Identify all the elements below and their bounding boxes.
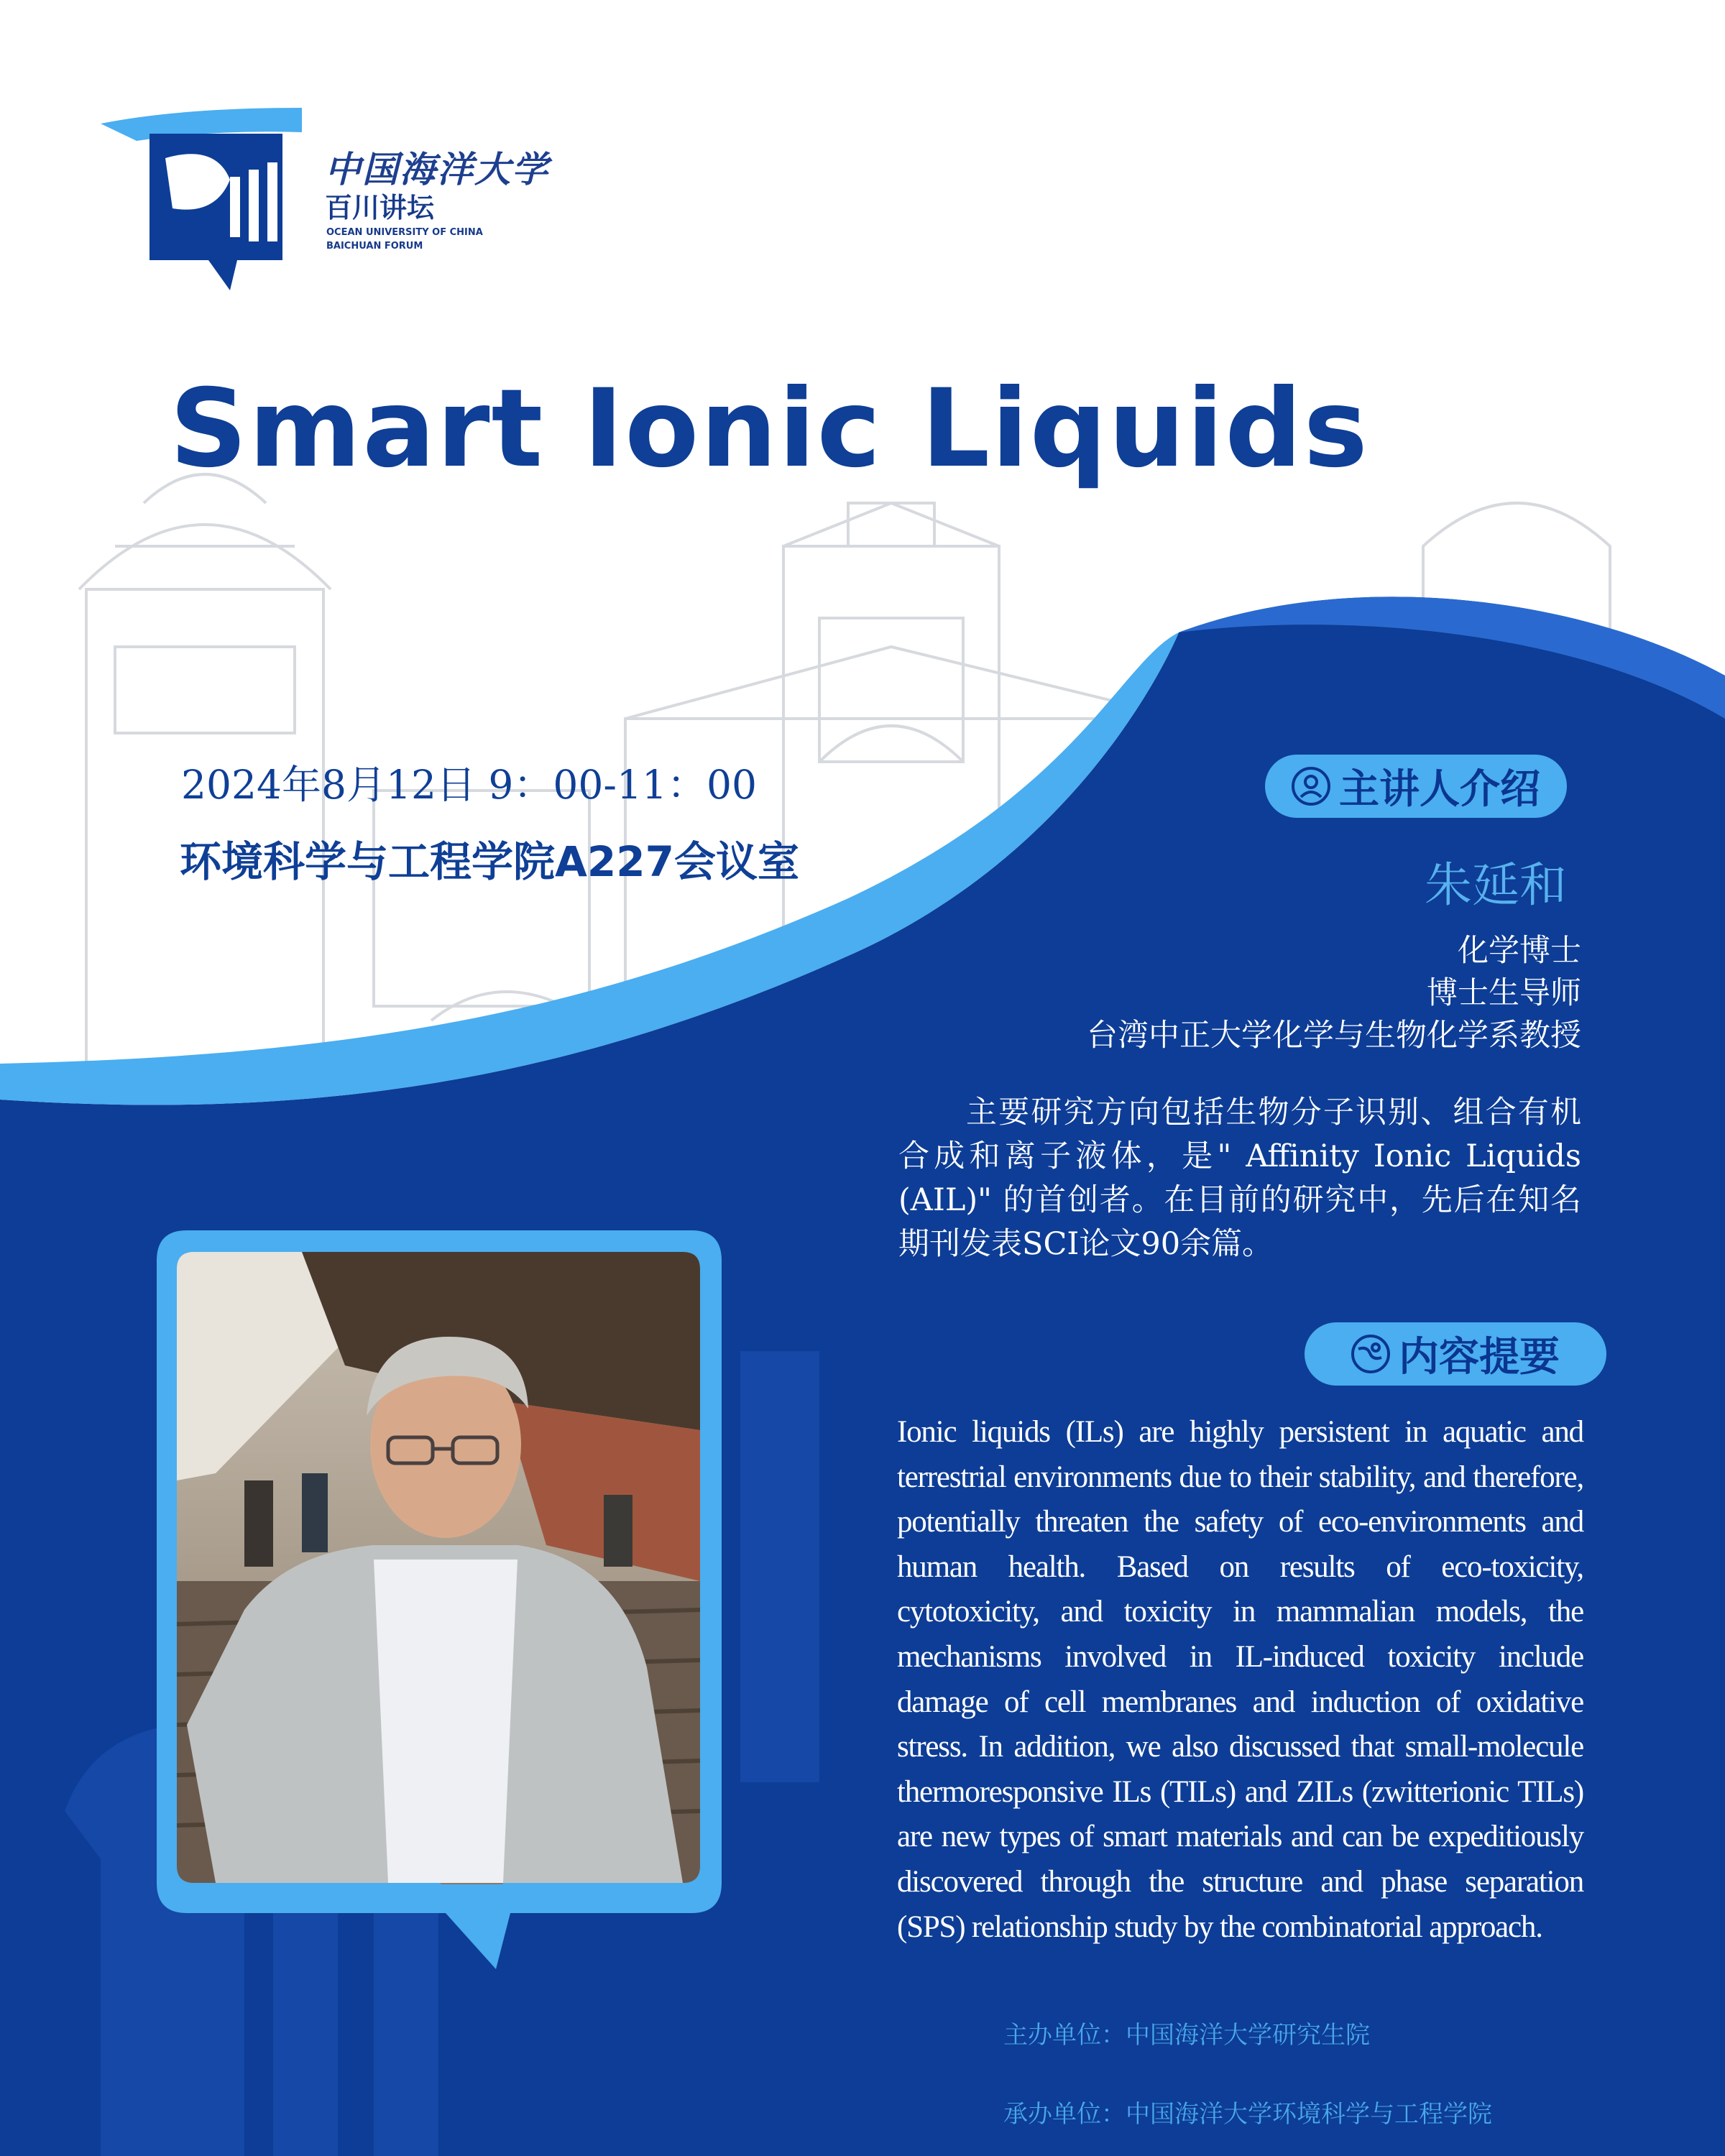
forum-logo-mark bbox=[101, 108, 302, 290]
speaker-credentials bbox=[1087, 930, 1581, 1057]
logo-english-line-2: BAICHUAN FORUM bbox=[326, 241, 423, 252]
credential-line: 台湾中正大学化学与生物化学系教授 bbox=[1087, 1018, 1581, 1054]
speaker-name: 朱延和 bbox=[1425, 857, 1567, 913]
credential-line: 化学博士 bbox=[1458, 933, 1581, 969]
person-icon bbox=[1292, 767, 1330, 806]
lecture-abstract: Ionic liquids (ILs) are highly persistent in aquatic and terrestrial environments due to their stability, and therefore, potentially threaten the safety of eco-environments and human health. Based on results of eco-toxicity, cytotoxicity, and toxicity in mammalian models, the mechanisms involved in IL-induced toxicity include damage of cell membranes and induction of oxidative stress. In addition, we also discussed that small-molecule thermoresponsive ILs (TILs) and ZILs (zwitterionic TILs) are new types of smart materials and can be expeditiously discovered through the structure and phase separation (SPS) relationship study by the combinatorial approach. bbox=[897, 1415, 1583, 1944]
summary-heading-label: 内容提要 bbox=[1399, 1334, 1560, 1381]
logo-english-text bbox=[326, 226, 483, 253]
lecture-title: Smart Ionic Liquids bbox=[170, 367, 1369, 492]
event-venue: 环境科学与工程学院A227会议室 bbox=[180, 837, 799, 886]
speaker-photo bbox=[177, 1252, 700, 1884]
speaker-section-heading bbox=[1265, 755, 1567, 818]
forum-name: 百川讲坛 bbox=[325, 192, 435, 224]
co-organizer: 承办单位：中国海洋大学环境科学与工程学院 bbox=[1003, 2100, 1492, 2129]
speaker-bio: 主要研究方向包括生物分子识别、组合有机合成和离子液体，是" Affinity Ionic Liquids (AIL)" 的首创者。在目前的研究中，先后在知名期刊发表SCI论文90余篇。 bbox=[898, 1095, 1581, 1262]
host-organizer: 主办单位：中国海洋大学研究生院 bbox=[1003, 2021, 1370, 2050]
speaker-heading-label: 主讲人介绍 bbox=[1339, 766, 1540, 813]
globe-icon bbox=[1351, 1335, 1390, 1373]
summary-section-heading bbox=[1305, 1322, 1606, 1386]
event-datetime: 2024年8月12日 9：00-11：00 bbox=[181, 762, 757, 808]
university-logo-text: 中国海洋大学 bbox=[325, 148, 549, 190]
credential-line: 博士生导师 bbox=[1427, 975, 1581, 1011]
logo-english-line-1: OCEAN UNIVERSITY OF CHINA bbox=[326, 227, 483, 238]
